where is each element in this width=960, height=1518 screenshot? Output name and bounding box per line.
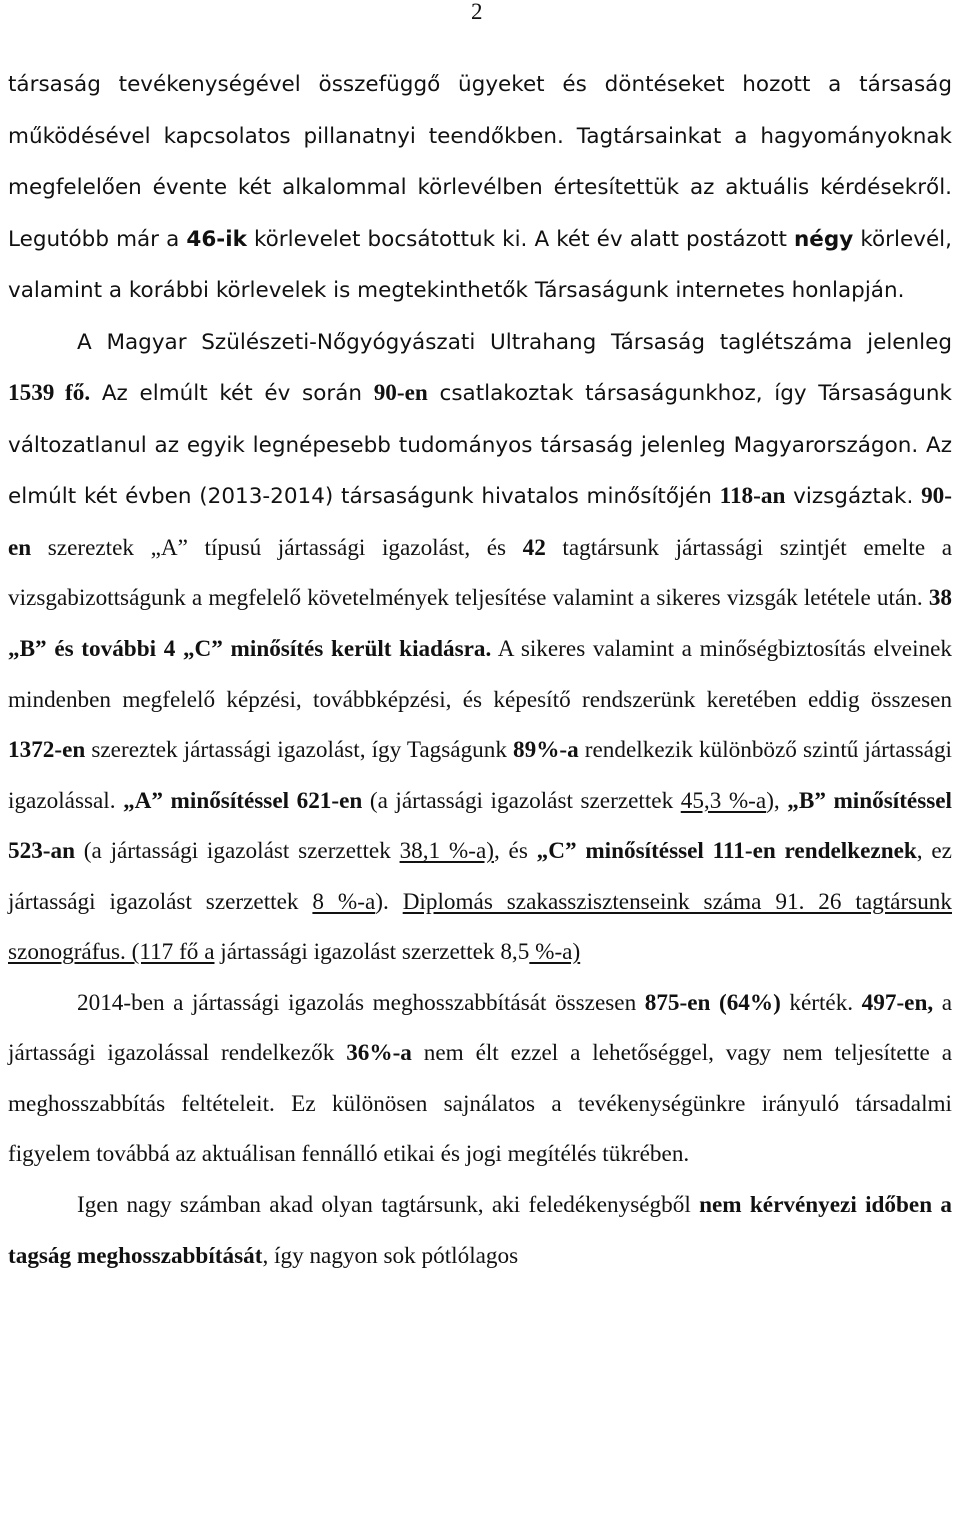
paragraph-3 xyxy=(8,978,952,1180)
text-run: Az elmúlt két év során xyxy=(90,381,374,407)
bold-text: 38 „B” és további 4 „C” minősítés került kiadásra. xyxy=(8,585,952,663)
text-run: kérték. xyxy=(780,989,862,1016)
bold-text: „A” minősítéssel 621-en xyxy=(123,787,363,814)
text-run: 2014-ben a jártassági igazolás meghosszabbítását összesen xyxy=(77,989,645,1016)
text-run: , és xyxy=(493,838,537,865)
bold-text: 118-an xyxy=(719,483,786,510)
text-run: vizsgáztak. xyxy=(785,484,922,510)
bold-text: 1539 fő. xyxy=(8,380,91,407)
text-run: körlevél, valamint a korábbi körlevelek is megtekinthetők Társaságunk internetes honlapján. xyxy=(8,226,952,304)
text-run: , ez jártassági igazolást szerzettek xyxy=(8,838,952,915)
text-run: szereztek jártassági igazolást, így Tagságunk xyxy=(85,737,514,764)
page-number: 2 xyxy=(471,0,483,24)
bold-text: nem kérvényezi időben a tagság meghosszabbítását xyxy=(8,1192,953,1269)
bold-text: 90-en xyxy=(8,483,952,561)
text-run: (a jártassági igazolást szerzettek xyxy=(362,787,681,814)
bold-text: 89%-a xyxy=(513,737,579,764)
text-run: jártassági igazolást szerzettek 8,5 xyxy=(214,939,530,966)
text-run: ), xyxy=(766,787,788,814)
underlined-text: 45,3 %-a xyxy=(680,787,767,814)
text-run: csatlakoztak társaságunkhoz, így Társaságunk változatlanul az egyik legnépesebb tudományos társaság jelenleg Magyarországon. Az elmúlt két évben (2013-2014) társaságunk hivatalos minősítőjén xyxy=(8,381,952,510)
text-run: a jártassági igazolással rendelkezők xyxy=(8,989,953,1067)
text-run: ). xyxy=(375,888,403,915)
bold-text: 42 xyxy=(522,534,546,561)
text-run: Igen nagy számban akad olyan tagtársunk, aki feledékenységből xyxy=(77,1192,700,1219)
bold-text: „B” minősítéssel 523-an xyxy=(8,787,952,865)
text-run: társaság tevékenységével összefüggő ügyeket és döntéseket hozott a társaság működésével kapcsolatos pillanatnyi teendőkben. Tagtársainkat a hagyományoknak megfelelően évente két alkalommal körlevélben értesítettük az aktuális kérdésekről. Legutóbb már a xyxy=(8,72,952,252)
text-run: (a jártassági igazolást szerzettek xyxy=(75,838,400,865)
bold-text: 90-en xyxy=(373,380,428,407)
paragraph-1 xyxy=(8,59,952,317)
text-run: körlevelet bocsátottuk ki. A két év alatt postázott xyxy=(246,226,794,252)
bold-text: 46-ik xyxy=(186,226,247,252)
underlined-text: 38,1 %-a) xyxy=(399,838,494,865)
text-run: szereztek „A” típusú jártassági igazolást, és xyxy=(31,534,523,561)
text-run: tagtársunk jártassági szintjét emelte a vizsgabizottságunk a megfelelő követelmények teljesítése valamint a sikeres vizsgák letétele után. xyxy=(8,534,952,612)
text-run: rendelkezik különböző szintű jártassági igazolással. xyxy=(8,737,952,814)
text-run: A Magyar Szülészeti-Nőgyógyászati Ultrahang Társaság taglétszáma jelenleg xyxy=(77,329,952,355)
text-run: A sikeres valamint a minőségbiztosítás elveinek mindenben megfelelő képzési, továbbképzési, és képesítő rendszerünk keretében eddig összesen xyxy=(8,636,953,713)
underlined-text: 8 %-a xyxy=(312,888,376,915)
bold-text: 875-en (64%) xyxy=(644,989,781,1016)
underlined-text: %-a) xyxy=(529,939,581,966)
text-run: , így nagyon sok pótlólagos xyxy=(262,1242,519,1269)
document-body xyxy=(8,59,952,1281)
underlined-text: Diplomás szakasszisztenseink száma 91. 26 tagtársunk szonográfus. (117 fő a xyxy=(8,888,952,966)
bold-text: 1372-en xyxy=(8,737,86,764)
paragraph-4 xyxy=(8,1180,952,1281)
bold-text: „C” minősítéssel 111-en rendelkeznek xyxy=(536,838,917,865)
bold-text: négy xyxy=(793,226,854,252)
paragraph-2 xyxy=(8,317,952,978)
text-run: nem élt ezzel a lehetőséggel, vagy nem teljesítette a meghosszabbítás feltételeit. Ez különösen sajnálatos a tevékenységünkre irányuló társadalmi figyelem továbbá az aktuálisan fennálló etikai és jogi megítélés tükrében. xyxy=(8,1040,952,1168)
bold-text: 497-en, xyxy=(861,989,934,1016)
bold-text: 36%-a xyxy=(346,1040,412,1067)
